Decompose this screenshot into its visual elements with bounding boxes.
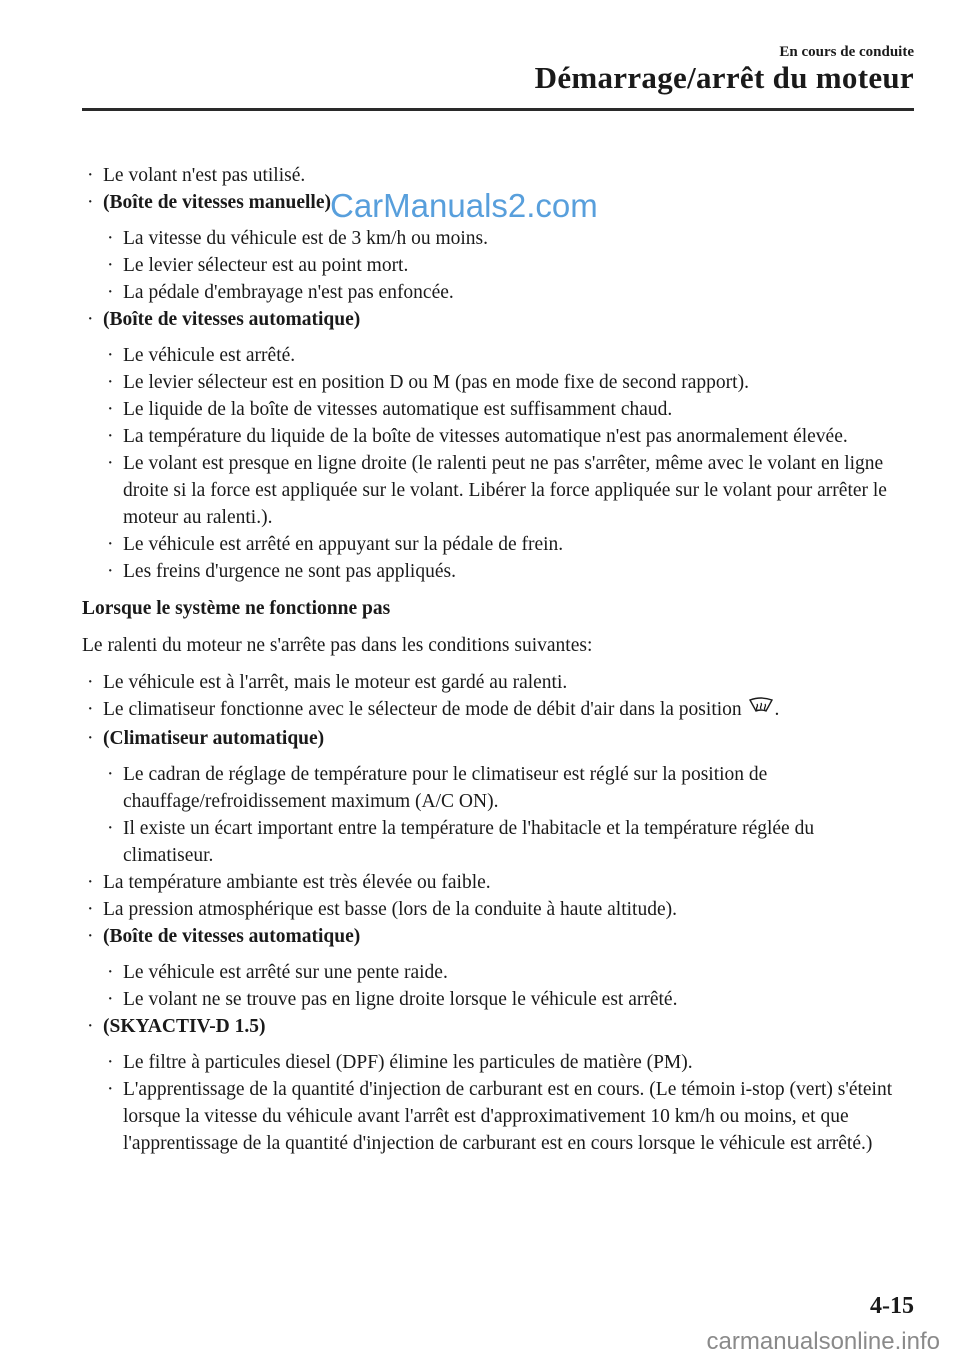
bullet-icon: · (107, 818, 114, 839)
bullet-icon: · (107, 345, 114, 366)
list-item: · La température ambiante est très élevée ou faible. (82, 869, 902, 896)
bullet-icon: · (87, 899, 94, 920)
bullet-icon: · (87, 672, 94, 693)
bullet-icon: · (107, 228, 114, 249)
list-item: · Le levier sélecteur est au point mort. (102, 252, 902, 279)
bullet-icon: · (107, 282, 114, 303)
bullet-icon: · (87, 728, 94, 749)
windshield-defroster-icon (748, 697, 774, 725)
bullet-icon: · (107, 453, 114, 474)
page-number: 4-15 (870, 1293, 914, 1319)
bullet-icon: · (107, 1052, 114, 1073)
subsection-skyactiv-d: · (SKYACTIV-D 1.5) (82, 1013, 902, 1040)
list-item: · Le levier sélecteur est en position D ou M (pas en mode fixe de second rapport). (102, 369, 902, 396)
intro-paragraph: Le ralenti du moteur ne s'arrête pas dans les conditions suivantes: (82, 635, 593, 656)
list-item: · La pédale d'embrayage n'est pas enfoncée. (102, 279, 902, 306)
section-label: En cours de conduite (779, 44, 914, 60)
list-item: · La vitesse du véhicule est de 3 km/h ou moins. (102, 225, 902, 252)
list-item: · Le volant est presque en ligne droite (le ralenti peut ne pas s'arrêter, même avec le volant en ligne droite si la force est appliquée sur le volant. Libérer la force appliquée sur le volant pour arrêter le moteur au ralenti.). (102, 450, 902, 531)
bullet-icon: · (107, 426, 114, 447)
list-item: · Le véhicule est arrêté en appuyant sur la pédale de frein. (102, 531, 902, 558)
subsection-automatic-transmission: · (Boîte de vitesses automatique) (82, 923, 902, 950)
list-item: · La pression atmosphérique est basse (lors de la conduite à haute altitude). (82, 896, 902, 923)
bullet-icon: · (87, 165, 94, 186)
bullet-icon: · (87, 926, 94, 947)
subsection-manual-transmission: · (Boîte de vitesses manuelle) (82, 189, 902, 216)
list-item: · Le climatiseur fonctionne avec le sélecteur de mode de débit d'air dans la position . (82, 696, 902, 725)
bullet-icon: · (87, 699, 94, 720)
list-item: · L'apprentissage de la quantité d'injection de carburant est en cours. (Le témoin i-stop (vert) s'éteint lorsque la vitesse du véhicule avant l'arrêt est d'approximativement 10 km/h ou moins, et que l'apprentissage de la quantité d'injection de carburant est en cours lorsque le véhicule est arrêté.) (102, 1076, 902, 1157)
list-item: · Le volant n'est pas utilisé. (82, 162, 902, 189)
page-content (82, 162, 902, 1157)
bullet-icon: · (87, 309, 94, 330)
section-heading: Lorsque le système ne fonctionne pas (82, 598, 391, 619)
bullet-icon: · (107, 1079, 114, 1100)
footer-site-link[interactable]: carmanualsonline.info (706, 1328, 940, 1355)
subsection-automatic-climate: · (Climatiseur automatique) (82, 725, 902, 752)
bullet-icon: · (87, 872, 94, 893)
bullet-icon: · (107, 962, 114, 983)
list-item: · Le liquide de la boîte de vitesses automatique est suffisamment chaud. (102, 396, 902, 423)
bullet-icon: · (87, 1016, 94, 1037)
bullet-icon: · (107, 534, 114, 555)
subsection-automatic-transmission: · (Boîte de vitesses automatique) (82, 306, 902, 333)
bullet-icon: · (87, 192, 94, 213)
list-item: · Le volant ne se trouve pas en ligne droite lorsque le véhicule est arrêté. (102, 986, 902, 1013)
header-divider (82, 108, 914, 111)
list-item: · Le filtre à particules diesel (DPF) élimine les particules de matière (PM). (102, 1049, 902, 1076)
list-item: · Le cadran de réglage de température pour le climatiseur est réglé sur la position de chauffage/refroidissement maximum (A/C ON). (102, 761, 902, 815)
list-item: · Le véhicule est à l'arrêt, mais le moteur est gardé au ralenti. (82, 669, 902, 696)
bullet-icon: · (107, 399, 114, 420)
bullet-icon: · (107, 255, 114, 276)
watermark-logo: CarManuals2.com (330, 187, 598, 224)
list-item: · Le véhicule est arrêté. (102, 342, 902, 369)
list-item: · La température du liquide de la boîte de vitesses automatique n'est pas anormalement élevée. (102, 423, 902, 450)
bullet-icon: · (107, 764, 114, 785)
page-title: Démarrage/arrêt du moteur (534, 60, 914, 95)
bullet-icon: · (107, 989, 114, 1010)
bullet-icon: · (107, 372, 114, 393)
list-item: · Le véhicule est arrêté sur une pente raide. (102, 959, 902, 986)
bullet-icon: · (107, 561, 114, 582)
list-item: · Il existe un écart important entre la température de l'habitacle et la température réglée du climatiseur. (102, 815, 902, 869)
list-item: · Les freins d'urgence ne sont pas appliqués. (102, 558, 902, 585)
